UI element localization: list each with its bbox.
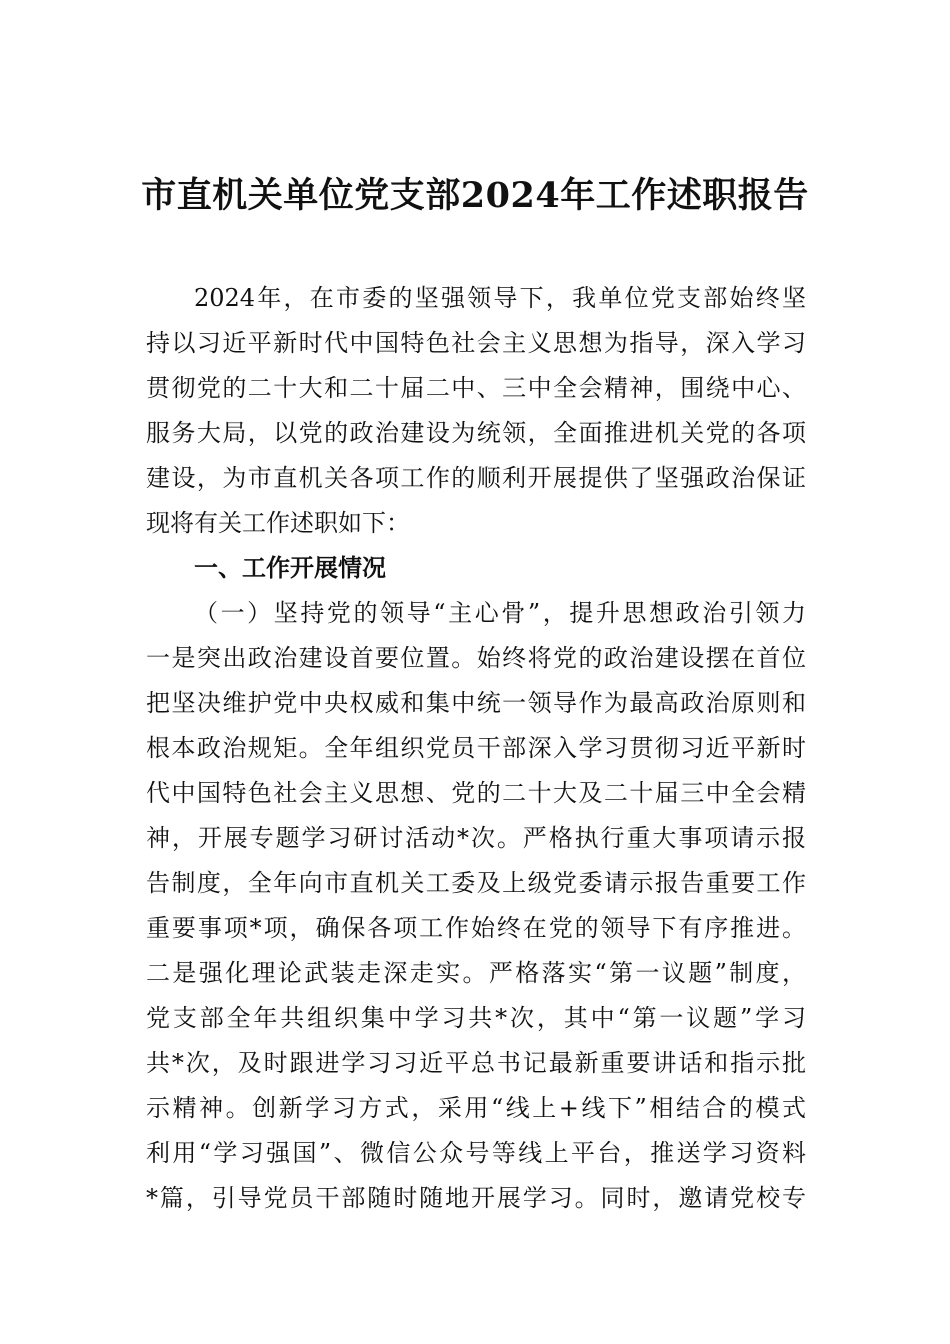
paragraph-line: 持以习近平新时代中国特色社会主义思想为指导，深入学习	[146, 329, 806, 357]
paragraph-line: 建设，为市直机关各项工作的顺利开展提供了坚强政治保证	[146, 464, 806, 492]
paragraph-line: 现将有关工作述职如下：	[146, 509, 410, 537]
paragraph-line: 服务大局，以党的政治建设为统领，全面推进机关党的各项	[146, 419, 806, 447]
paragraph-line: 示精神。创新学习方式，采用“线上+线下”相结合的模式	[146, 1094, 806, 1122]
paragraph-line: 2024年，在市委的坚强领导下，我单位党支部始终坚	[194, 284, 806, 312]
document-title: 市直机关单位党支部2024年工作述职报告	[141, 175, 809, 216]
paragraph-line: 二是强化理论武装走深走实。严格落实“第一议题”制度，	[146, 959, 806, 987]
paragraph-line: 党支部全年共组织集中学习共*次，其中“第一议题”学习	[146, 1004, 806, 1032]
paragraph-line: 根本政治规矩。全年组织党员干部深入学习贯彻习近平新时	[146, 734, 806, 762]
paragraph-line: 利用“学习强国”、微信公众号等线上平台，推送学习资料	[146, 1139, 806, 1167]
paragraph-line: 重要事项*项，确保各项工作始终在党的领导下有序推进。	[146, 914, 806, 942]
paragraph-line: 贯彻党的二十大和二十届二中、三中全会精神，围绕中心、	[146, 374, 806, 402]
section-heading: 一、工作开展情况	[194, 554, 386, 582]
subsection-heading: （一）坚持党的领导“主心骨”，提升思想政治引领力	[194, 599, 806, 627]
paragraph-line: 神，开展专题学习研讨活动*次。严格执行重大事项请示报	[146, 824, 806, 852]
paragraph-line: *篇，引导党员干部随时随地开展学习。同时，邀请党校专	[146, 1184, 806, 1212]
paragraph-line: 一是突出政治建设首要位置。始终将党的政治建设摆在首位	[146, 644, 806, 672]
paragraph-line: 把坚决维护党中央权威和集中统一领导作为最高政治原则和	[146, 689, 806, 717]
paragraph-line: 代中国特色社会主义思想、党的二十大及二十届三中全会精	[146, 779, 806, 807]
paragraph-line: 共*次，及时跟进学习习近平总书记最新重要讲话和指示批	[146, 1049, 806, 1077]
paragraph-line: 告制度，全年向市直机关工委及上级党委请示报告重要工作	[146, 869, 806, 897]
